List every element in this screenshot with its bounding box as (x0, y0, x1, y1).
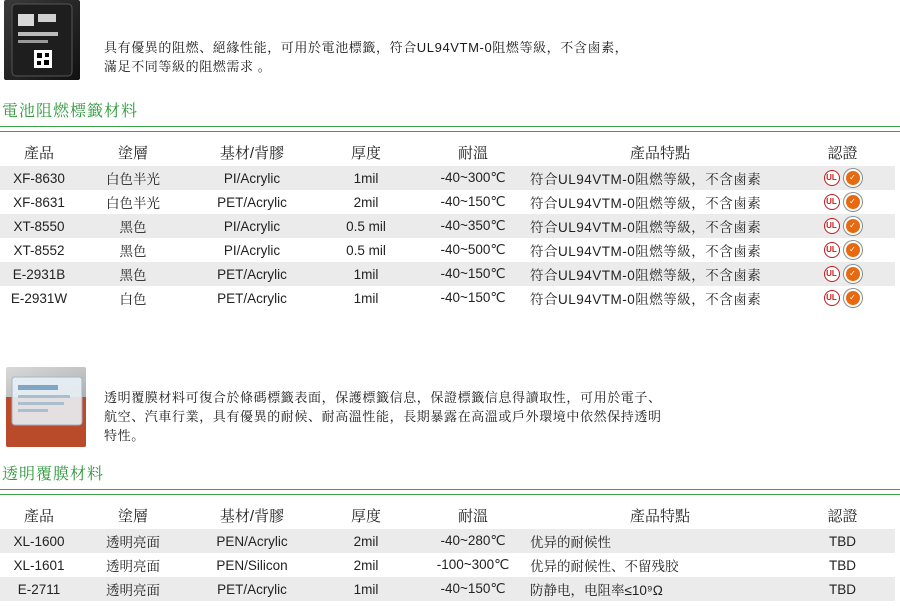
table-cell: 防静电，电阻率≤10⁹Ω (530, 577, 790, 601)
section-rule (0, 494, 900, 495)
table-cell: 1mil (316, 577, 416, 601)
table-cell: 符合UL94VTM-0阻燃等級，不含鹵素 (530, 262, 790, 286)
table-cell: XT-8552 (13, 242, 65, 258)
table-cell: XF-8631 (13, 194, 65, 210)
section1-intro (104, 38, 628, 76)
table-cell: XT-8550 (0, 214, 78, 238)
certification-mark-icon: ✓ (844, 241, 862, 259)
transparent-film-photo (6, 367, 86, 447)
table-cell: XL-1600 (0, 529, 78, 553)
table-cell: -100~300℃ (436, 557, 510, 572)
table-cell: 透明亮面 (78, 529, 188, 553)
table-cell: XL-1601 (13, 557, 65, 573)
column-header: 產品 (23, 507, 54, 525)
table-cell: 透明亮面 (78, 577, 188, 601)
table-cell: PEN/Acrylic (188, 529, 316, 553)
table-cell: 0.5 mil (316, 214, 416, 238)
table-cell: TBD (829, 557, 856, 573)
table-cell: PI/Acrylic (223, 242, 281, 258)
table-cell: 1mil (316, 166, 416, 190)
cert-cell (790, 214, 895, 238)
table-cell: 透明亮面 (106, 559, 160, 574)
column-header: 耐溫 (457, 507, 488, 525)
table-cell: PI/Acrylic (188, 214, 316, 238)
ul-icon: UL (824, 218, 840, 234)
section-rule (0, 131, 900, 132)
table-cell: 符合UL94VTM-0阻燃等級，不含鹵素 (530, 196, 762, 211)
certification-mark-icon: ✓ (844, 289, 862, 307)
table-cell: -40~300℃ (416, 166, 530, 190)
table-cell: TBD (790, 577, 895, 601)
ul-icon: UL (824, 170, 840, 186)
table-cell: E-2931W (10, 290, 68, 306)
column-header: 產品 (23, 144, 54, 162)
table-cell: 0.5 mil (346, 242, 386, 258)
table-cell: -40~500℃ (440, 242, 506, 257)
table-cell: PI/Acrylic (188, 166, 316, 190)
column-header: 認證 (827, 507, 858, 525)
table-cell: 1mil (353, 290, 379, 306)
certification-mark-icon: ✓ (844, 169, 862, 187)
transparent-materials-table (0, 501, 895, 601)
table-cell: -40~350℃ (416, 214, 530, 238)
table-cell: -40~150℃ (416, 577, 530, 601)
intro-line: 航空、汽車行業，具有優異的耐候、耐高溫性能，長期暴露在高溫或戶外環境中依然保持透明 (104, 409, 662, 424)
table-cell: 优异的耐候性 (530, 529, 790, 553)
column-header: 產品特點 (629, 507, 690, 525)
table-row (0, 238, 895, 262)
table-cell: 1mil (316, 262, 416, 286)
ul-icon: UL (824, 242, 840, 258)
ul-icon: UL (824, 266, 840, 282)
table-cell: -40~150℃ (416, 262, 530, 286)
table-row (0, 577, 895, 601)
table-cell: -40~150℃ (440, 290, 506, 305)
table-cell: TBD (790, 529, 895, 553)
table-row (0, 262, 895, 286)
table-cell: PET/Acrylic (217, 290, 287, 306)
table-cell: E-2931B (0, 262, 78, 286)
table-row (0, 553, 895, 577)
table-cell: 2mil (353, 194, 379, 210)
column-header: 產品特點 (629, 144, 690, 162)
intro-line: 具有優異的阻燃、絕緣性能，可用於電池標籤，符合UL94VTM-0阻燃等級，不含鹵素， (104, 40, 629, 55)
table-cell: 黑色 (119, 244, 147, 259)
table-cell: PET/Acrylic (188, 262, 316, 286)
section2-intro (104, 388, 662, 445)
table-cell: 2mil (316, 529, 416, 553)
table-row (0, 286, 895, 310)
section-title-battery: 電池阻燃標籤材料 (2, 103, 139, 120)
table-row (0, 166, 895, 190)
cert-cell (790, 190, 895, 214)
ul-icon: UL (824, 290, 840, 306)
intro-line: 透明覆膜材料可復合於條碼標籤表面，保護標籤信息，保證標籤信息得讀取性，可用於電子、 (104, 390, 662, 405)
table-cell: 符合UL94VTM-0阻燃等級，不含鹵素 (530, 244, 762, 259)
table-cell: 符合UL94VTM-0阻燃等級，不含鹵素 (530, 292, 762, 307)
battery-label-photo (4, 0, 80, 80)
cert-cell (790, 262, 895, 286)
column-header: 厚度 (350, 144, 381, 162)
cert-cell (790, 166, 895, 190)
cert-cell (790, 286, 895, 310)
column-header: 塗層 (117, 144, 148, 162)
certification-mark-icon: ✓ (844, 193, 862, 211)
table-cell: XF-8630 (0, 166, 78, 190)
column-header: 基材/背膠 (219, 144, 285, 162)
certification-mark-icon: ✓ (844, 265, 862, 283)
table-cell: 白色半光 (78, 166, 188, 190)
table-cell: PEN/Silicon (216, 557, 288, 573)
section-title-transparent: 透明覆膜材料 (2, 466, 105, 483)
table-header-row (0, 138, 895, 166)
table-row (0, 190, 895, 214)
table-cell: -40~150℃ (440, 194, 506, 209)
table-cell: 黑色 (78, 214, 188, 238)
column-header: 塗層 (117, 507, 148, 525)
table-header-row (0, 501, 895, 529)
table-cell: E-2711 (0, 577, 78, 601)
table-cell: -40~280℃ (416, 529, 530, 553)
table-cell: 黑色 (78, 262, 188, 286)
column-header: 基材/背膠 (219, 507, 285, 525)
section-rule (0, 489, 900, 490)
table-cell: 优异的耐候性、不留残胶 (530, 559, 679, 574)
table-cell: PET/Acrylic (217, 194, 287, 210)
intro-line: 滿足不同等級的阻燃需求 。 (104, 59, 272, 74)
intro-line: 特性。 (104, 428, 145, 443)
column-header: 耐溫 (457, 144, 488, 162)
certification-mark-icon: ✓ (844, 217, 862, 235)
battery-materials-table (0, 138, 895, 310)
table-cell: PET/Acrylic (188, 577, 316, 601)
table-row (0, 214, 895, 238)
table-cell: 符合UL94VTM-0阻燃等級，不含鹵素 (530, 214, 790, 238)
table-row (0, 529, 895, 553)
table-cell: 2mil (353, 557, 379, 573)
section-rule (0, 126, 900, 127)
table-cell: 符合UL94VTM-0阻燃等級，不含鹵素 (530, 166, 790, 190)
ul-icon: UL (824, 194, 840, 210)
column-header: 厚度 (350, 507, 381, 525)
cert-cell (790, 238, 895, 262)
column-header: 認證 (827, 144, 858, 162)
table-cell: 白色 (119, 292, 147, 307)
table-cell: 白色半光 (106, 196, 160, 211)
